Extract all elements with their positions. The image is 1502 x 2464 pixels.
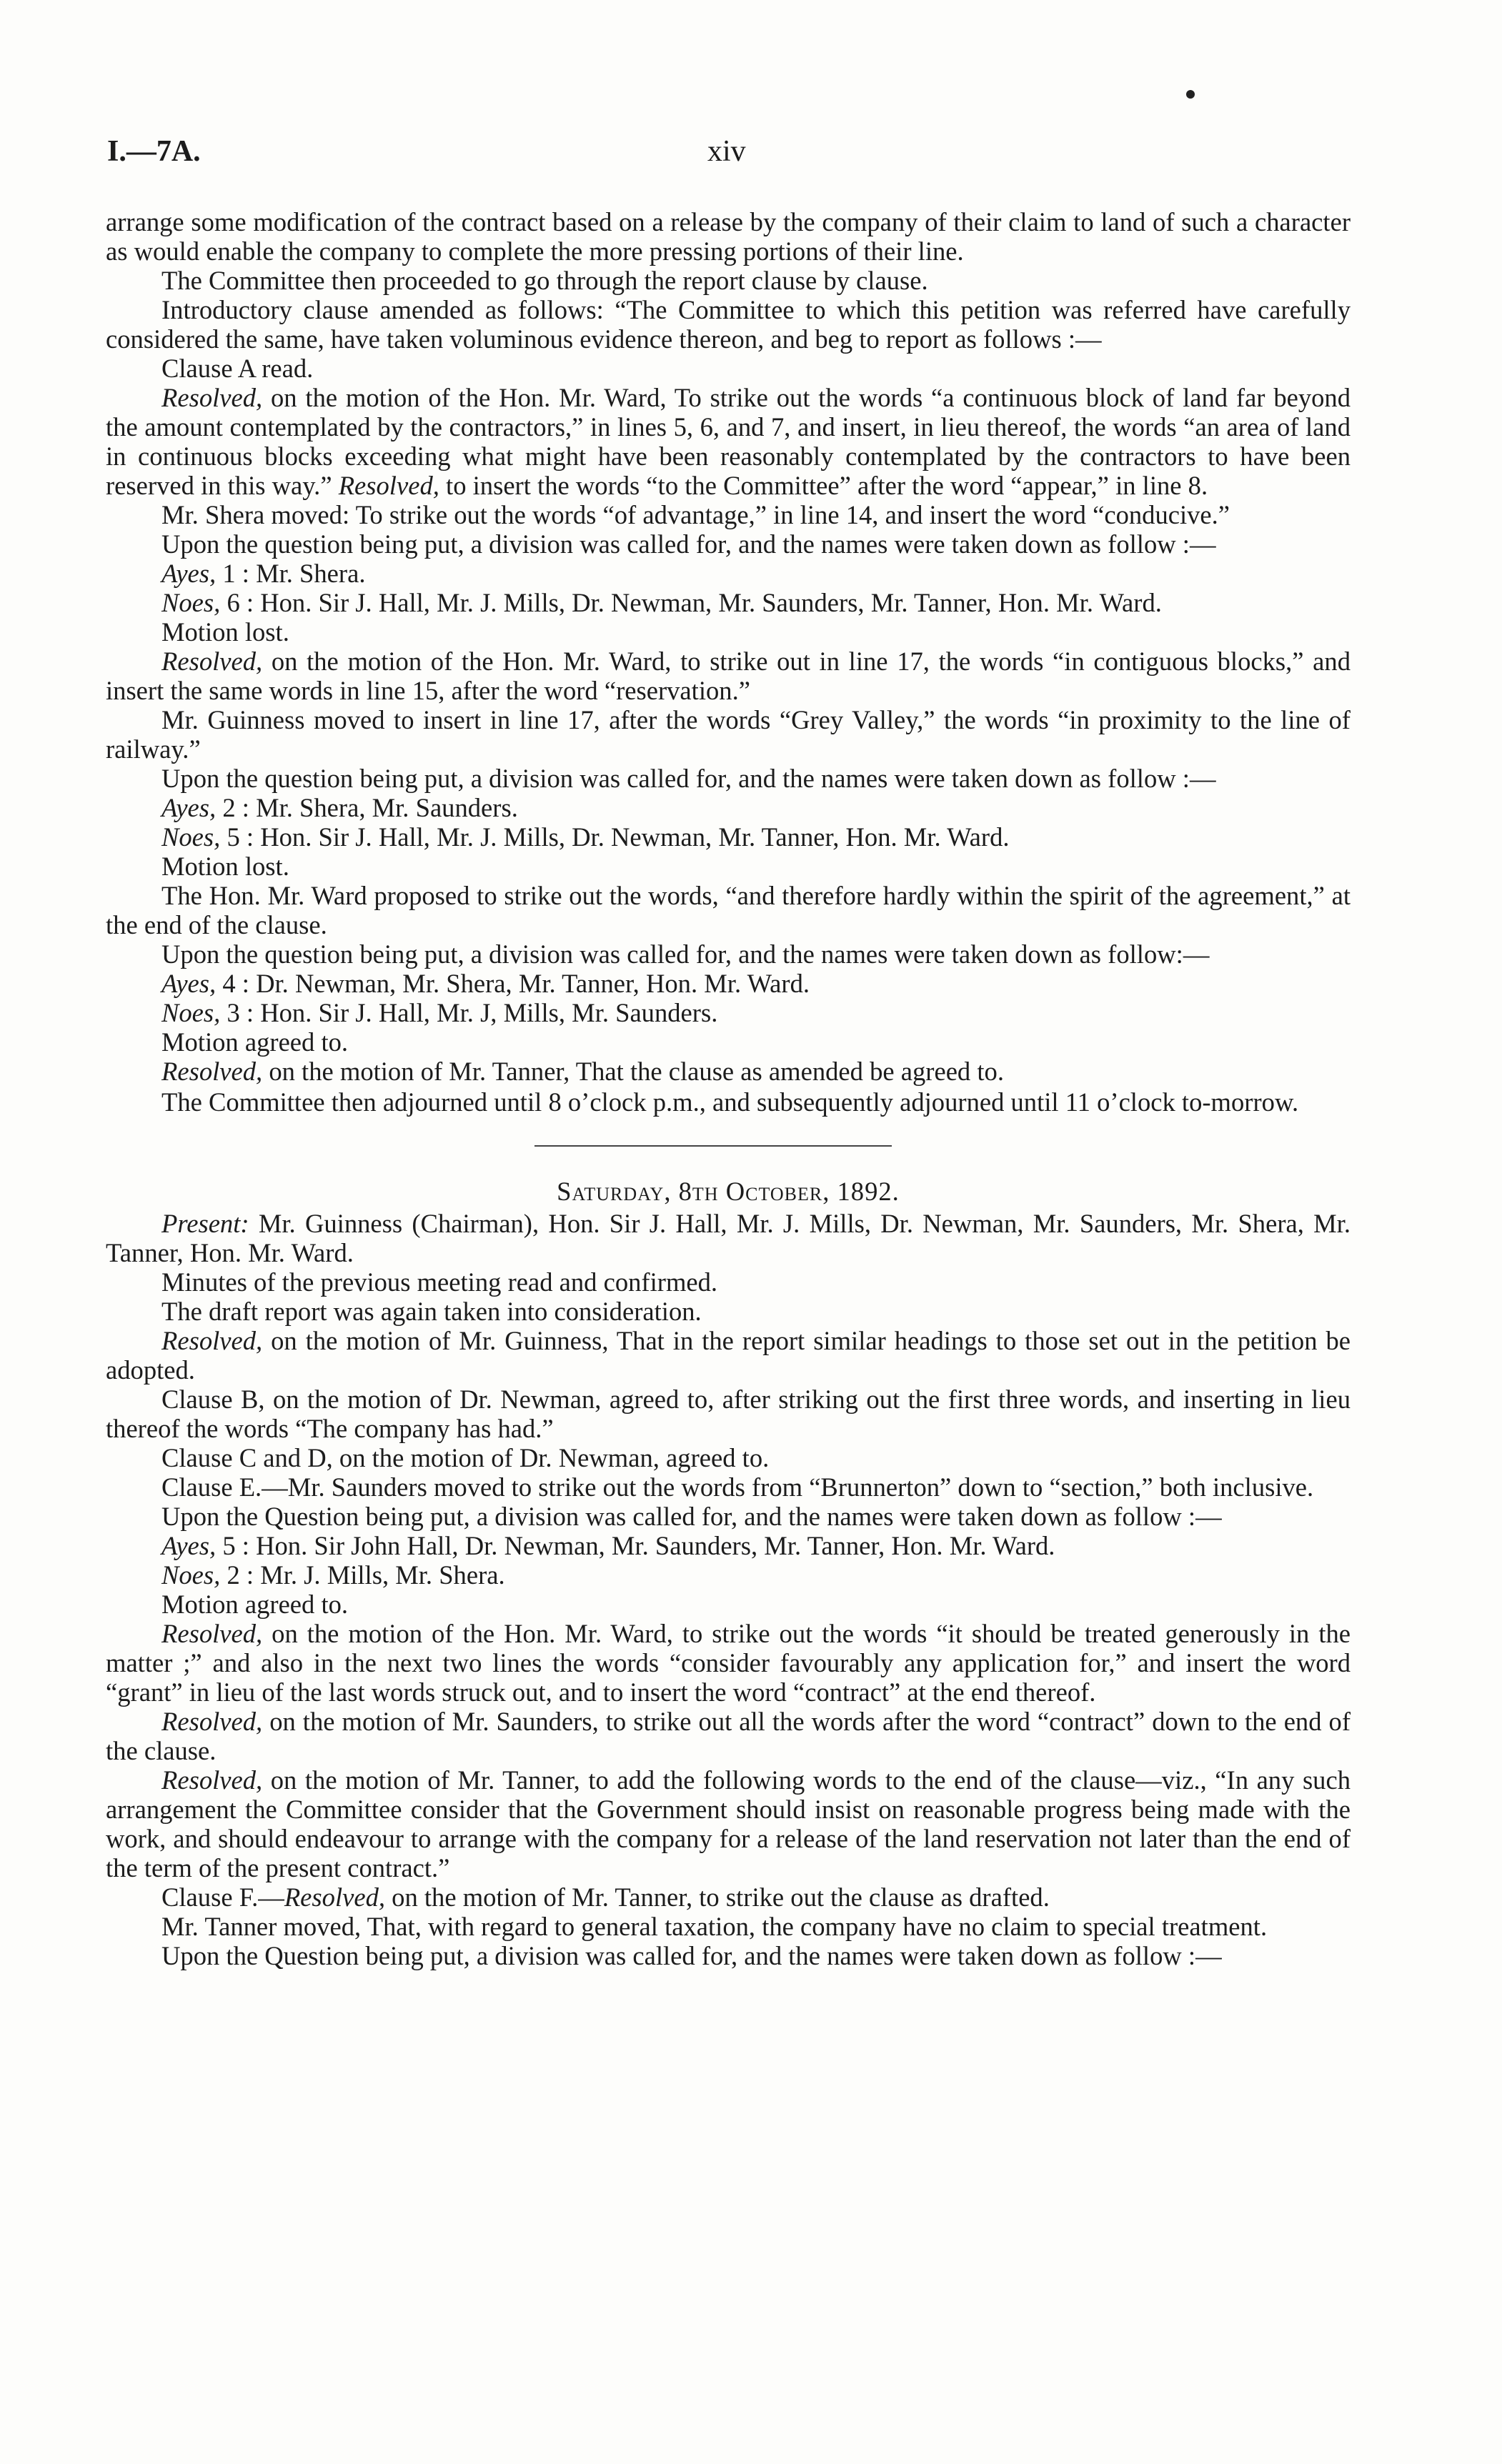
paragraph-text: on the motion of Mr. Tanner, to add the following words to the end of the clause—viz., “In any such arrangement the Committee consider that the Government should insist on reasonable progress being made with the work, and should endeavour to arrange with the company for a release of the land reservation not later than the end of the term of the present contract.” [106,1765,1351,1882]
paragraph [106,1531,1351,1560]
paragraph-text: Motion agreed to. [161,1590,349,1619]
paragraph [106,1472,1351,1502]
paragraph-text: Clause A read. [161,354,314,383]
paragraph-text: on the motion of Mr. Guinness, That in the report similar headings to those set out in the petition be adopted. [106,1326,1351,1385]
paragraph-text: 2 : Mr. Shera, Mr. Saunders. [216,793,518,822]
paragraph [106,852,1351,881]
minutes-part-2 [106,1209,1351,1970]
paragraph [106,617,1351,647]
italic-label: Resolved, [161,1619,263,1648]
italic-label: Resolved, [332,471,439,500]
italic-label: Resolved, [161,1707,263,1736]
italic-label: Ayes, [161,1531,217,1560]
paragraph-text: to insert the words “to the Committee” after the word “appear,” in line 8. [439,471,1208,500]
paragraph-text: Mr. Guinness moved to insert in line 17, after the words “Grey Valley,” the words “in proximity to the line of railway.” [106,705,1351,764]
paragraph-text: Mr. Tanner moved, That, with regard to general taxation, the company have no claim to special treatment. [161,1912,1268,1941]
paragraph [106,588,1351,617]
paragraph [106,1560,1351,1590]
document-reference: I.—7A. [107,135,201,168]
paragraph-text: Mr. Shera moved: To strike out the words “of advantage,” in line 14, and insert the word “conducive.” [161,500,1230,529]
paragraph [106,1707,1351,1765]
paragraph [106,1443,1351,1472]
paragraph [106,1267,1351,1297]
paragraph-text: Clause F.— [161,1882,284,1912]
paragraph [106,1882,1351,1912]
paragraph-text: Clause E.—Mr. Saunders moved to strike out the words from “Brunnerton” down to “section,” both inclusive. [161,1472,1314,1502]
paragraph-text: arrange some modification of the contract based on a release by the company of their claim to land of such a character as would enable the company to complete the more pressing portions of their line. [106,207,1351,266]
document-body [106,207,1351,1970]
paragraph [106,354,1351,383]
section-heading: Saturday, 8th October, 1892. [557,1177,900,1206]
paragraph [106,295,1351,354]
paragraph-text: Upon the question being put, a division was called for, and the names were taken down as follow :— [161,764,1216,793]
italic-label: Noes, [161,822,221,852]
italic-label: Resolved, [161,647,263,676]
paragraph-text: on the motion of the Hon. Mr. Ward, To strike out the words “a continuous block of land far beyond the amount contemplated by the contractors,” in lines 5, 6, and 7, and insert, in lieu thereof, the words “an area of land in continuous blocks exceeding what might have been reasonably contemplated by the contractors to have been reserved in this way.” [106,383,1351,500]
paragraph-text: Upon the Question being put, a division was called for, and the names were taken down as follow :— [161,1941,1222,1970]
paragraph-text: Upon the Question being put, a division was called for, and the names were taken down as follow :— [161,1502,1222,1531]
paragraph [106,1385,1351,1443]
paragraph [106,1297,1351,1326]
paragraph-text: on the motion of the Hon. Mr. Ward, to strike out the words “it should be treated generously in the matter ;” and also in the next two lines the words “consider favourably any application for,” and insert the word “grant” in lieu of the last words struck out, and to insert the word “contract” at the end thereof. [106,1619,1351,1707]
paragraph [106,939,1351,969]
page-header [93,134,1351,177]
paragraph [106,500,1351,529]
paragraph [106,559,1351,588]
italic-label: Ayes, [161,793,217,822]
paragraph [106,1502,1351,1531]
paragraph [106,1619,1351,1707]
paragraph-text: Mr. Guinness (Chairman), Hon. Sir J. Hall, Mr. J. Mills, Dr. Newman, Mr. Saunders, Mr. Shera, Mr. Tanner, Hon. Mr. Ward. [106,1209,1351,1267]
paragraph-text: 1 : Mr. Shera. [216,559,366,588]
italic-label: Resolved, [161,383,263,412]
italic-label: Noes, [161,1560,221,1590]
italic-label: Ayes, [161,969,217,998]
paragraph [106,1057,1351,1086]
paragraph-text: 5 : Hon. Sir J. Hall, Mr. J. Mills, Dr. Newman, Mr. Tanner, Hon. Mr. Ward. [220,822,1010,852]
paragraph [106,1209,1351,1267]
paragraph-text: on the motion of Mr. Tanner, to strike out the clause as drafted. [385,1882,1050,1912]
paragraph-text: on the motion of Mr. Saunders, to strike out all the words after the word “contract” down to the end of the clause. [106,1707,1351,1765]
paragraph [106,383,1351,500]
paragraph-text: The Committee then adjourned until 8 o’clock p.m., and subsequently adjourned until 11 o’clock to-morrow. [161,1087,1299,1117]
paragraph-text: Motion lost. [161,617,289,647]
printer-dot [1186,90,1195,99]
page-number: xiv [707,135,746,168]
paragraph-text: The Hon. Mr. Ward proposed to strike out the words, “and therefore hardly within the spirit of the agreement,” at the end of the clause. [106,881,1351,939]
paragraph [106,1765,1351,1882]
paragraph-text: The Committee then proceeded to go through the report clause by clause. [161,266,928,295]
paragraph-text: Introductory clause amended as follows: “The Committee to which this petition was referred have carefully considered the same, have taken voluminous evidence thereon, and beg to report as follows :— [106,295,1351,354]
paragraph [106,998,1351,1027]
paragraph [106,1912,1351,1941]
paragraph [106,881,1351,939]
paragraph-text: Motion agreed to. [161,1027,349,1057]
italic-label: Noes, [161,998,221,1027]
italic-label: Resolved, [284,1882,386,1912]
paragraph [106,1590,1351,1619]
paragraph-text: 4 : Dr. Newman, Mr. Shera, Mr. Tanner, Hon. Mr. Ward. [216,969,810,998]
italic-label: Present: [161,1209,249,1238]
italic-label: Resolved, [161,1057,263,1086]
paragraph [106,266,1351,295]
paragraph [106,705,1351,764]
italic-label: Resolved, [161,1765,263,1795]
paragraph-text: 6 : Hon. Sir J. Hall, Mr. J. Mills, Dr. Newman, Mr. Saunders, Mr. Tanner, Hon. Mr. Ward. [220,588,1162,617]
paragraph-text: Clause B, on the motion of Dr. Newman, agreed to, after striking out the first three words, and inserting in lieu thereof the words “The company has had.” [106,1385,1351,1443]
paragraph-text: The draft report was again taken into consideration. [161,1297,702,1326]
minutes-part-1 [106,207,1351,1117]
paragraph-text: Clause C and D, on the motion of Dr. Newman, agreed to. [161,1443,770,1472]
italic-label: Noes, [161,588,221,617]
paragraph [106,822,1351,852]
paragraph [106,1027,1351,1057]
section-separator [106,1117,1351,1177]
paragraph-text: 5 : Hon. Sir John Hall, Dr. Newman, Mr. Saunders, Mr. Tanner, Hon. Mr. Ward. [216,1531,1055,1560]
italic-label: Ayes, [161,559,217,588]
paragraph-text: 2 : Mr. J. Mills, Mr. Shera. [220,1560,505,1590]
paragraph-text: on the motion of the Hon. Mr. Ward, to strike out in line 17, the words “in contiguous blocks,” and insert the same words in line 15, after the word “reservation.” [106,647,1351,705]
paragraph-text: Minutes of the previous meeting read and confirmed. [161,1267,718,1297]
paragraph [106,969,1351,998]
paragraph-text: Motion lost. [161,852,289,881]
paragraph [106,207,1351,266]
paragraph-text: Upon the question being put, a division was called for, and the names were taken down as follow:— [161,939,1210,969]
italic-label: Resolved, [161,1326,263,1355]
paragraph-text: Upon the question being put, a division was called for, and the names were taken down as follow :— [161,529,1216,559]
paragraph [106,647,1351,705]
paragraph-text: on the motion of Mr. Tanner, That the clause as amended be agreed to. [262,1057,1004,1086]
paragraph [106,1326,1351,1385]
paragraph [106,1087,1351,1117]
paragraph [106,764,1351,793]
paragraph-text: 3 : Hon. Sir J. Hall, Mr. J, Mills, Mr. Saunders. [220,998,718,1027]
paragraph [106,793,1351,822]
paragraph [106,529,1351,559]
paragraph [106,1941,1351,1970]
